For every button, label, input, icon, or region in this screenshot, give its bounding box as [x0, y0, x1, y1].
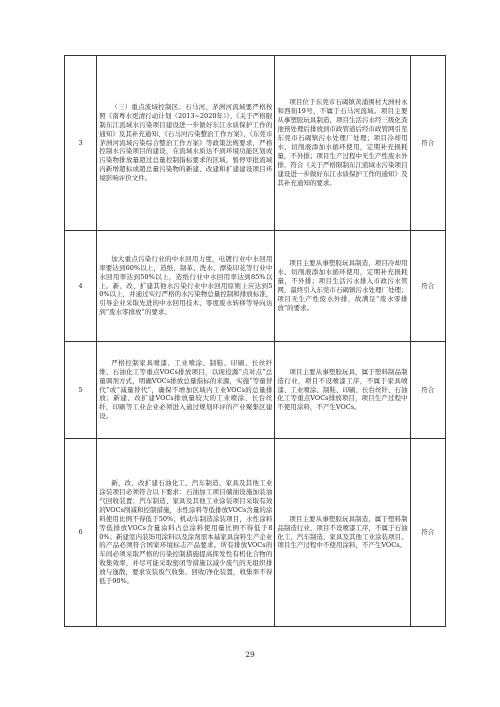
project-text: 项目主要从事塑胶玩具制造，项目冷却用水、切削液添加水循环使用，定期补充损耗量，不外排；项目生活污水排入市政污水管网，最终引入东莞市石碣镇污水处理厂处理；项目无生产性废水外排，故满足“废水零排放”的要求。 — [277, 259, 408, 312]
project-situation — [275, 342, 410, 439]
row-number: 6 — [65, 439, 97, 627]
policy-requirement — [97, 231, 275, 342]
row-number: 5 — [65, 342, 97, 439]
compliance-result: 符合 — [410, 342, 445, 439]
project-situation — [275, 439, 410, 627]
row-number: 4 — [65, 231, 97, 342]
requirement-text: 新、改、改扩建石油化工、汽车制造、家具及其他工业涂装项目必须符合以下要求：石油加工项目储油设施加装油气回收装置；汽车制造、家具及其他工业涂装项目采取有效的VOCs削减和控制措施，水性涂料等低排放VOCs含量的涂料使用比例不得低于50%；机动车制造涂装项目，水性涂料等低排放VOCs含量涂料占总涂料使用量比例不得低于80%；新建室内装饰用涂料以及涂剂需本基家具涂料生产企业的产品必须符合国家环境标志产品要求。所有排放VOCs的车间必须采取严格的污染控制措施提高挥发性有机化合物的收集效率，并尽可能采取密闭等措施以减少废气的无组织排放与逸散，要求安装废气收集、回收/净化装置，收集率不得低于90%。 — [99, 479, 273, 586]
table-row — [65, 439, 446, 627]
requirement-text: （三）重点流域控制区。石马河、茅洲河流域要严格按照《南粤水更清行动计划（2013~2020年）》、《关于严格限制东江流域水污染项目建设进一步做好东江水质保护工作的通知》及其补充通知、《石马河污染整治工作方案》、《东莞市茅洲河流域污染综合整治工作方案》等政策法规要求，严格控制水污染项目的建设，在流域水质达不到环境功能区划或污染物排放量超过总量控制指标要求的区域，暂停审批流域内新增超标或超总量污染物的新建、改建和扩建建设项目环境影响评价文件。 — [99, 102, 273, 183]
table-row — [65, 231, 446, 342]
row-number: 3 — [65, 56, 97, 231]
project-text: 项目主要从事塑胶玩具，属于塑料制品制造行业，项目不设喷漆工序，不属于家具喷漆、工业喷涂、制鞋、印刷、长台丝纤、石油化工等重点VOCs排放项目，项目生产过程中不使用涂料，不产生VOCs。 — [277, 367, 408, 412]
policy-requirement — [97, 439, 275, 627]
table-row — [65, 56, 446, 231]
compliance-table — [64, 55, 446, 627]
project-text: 项目主要从事塑胶玩具制造，属于塑料制品制造行业，项目不设喷漆工序，不属于石油化工、汽车制造、家具及其他工业涂装项目。项目生产过程中不使用涂料，不产生VOCs。 — [277, 514, 408, 550]
project-situation — [275, 56, 410, 231]
compliance-result: 符合 — [410, 439, 445, 627]
compliance-result: 符合 — [410, 56, 445, 231]
requirement-text: 加大重点污染行业的中水回用力度，电镀行业中水回用率要达到60%以上，造纸、制革、洗水、漂染印花等行业中水回用率达到50%以上，造纸行业中水回用率达到85%以上。新、改、扩建其他水污染行业中水回用原则上应达到50%以上，并通过实行严格的水污染物总量控制和排放标准，引导企业采取先进的中水回用技术、零度废水转移等导向达到“废水零排放”的要求。 — [99, 254, 273, 317]
compliance-result: 符合 — [410, 231, 445, 342]
page-number: 29 — [245, 650, 255, 659]
requirement-text: 严格控制家具喷漆、工业喷涂、制鞋、印刷、长丝纤维、石油化工等重点VOCs排放项目，以现役源“点对点”总量调剂方式，明确VOCs排放总量指标的来源，实施“等量替代”或“减量替代”，确保不增加区域内工业VOCs的总量排放；新建、改扩建VOCs排放量较大的工业喷涂、长台丝纤，印刷等工业企业必须进入通过规划环评的产业聚集区建设。 — [99, 358, 273, 421]
table-row — [65, 342, 446, 439]
policy-requirement — [97, 56, 275, 231]
policy-requirement — [97, 342, 275, 439]
project-text: 项目位于东莞市石碣镇黄涌围村大洲村永和西街19号，不属于石马河流域。项目主要从事塑胶玩具制造，项目生活污水经三级化粪池预处理后排放到市政管道后经市政管网引至东莞市石碣镇污水处理厂处理；项目冷却用水，切削液添加水循环使用，定期补充损耗量，不外排；项目生产过程中无生产性废水外排，符合《关于严格限制东江流域水污染项目建设进一步做好东江水质保护工作的通知》及其补充通知的要求。 — [277, 98, 408, 187]
project-situation — [275, 231, 410, 342]
